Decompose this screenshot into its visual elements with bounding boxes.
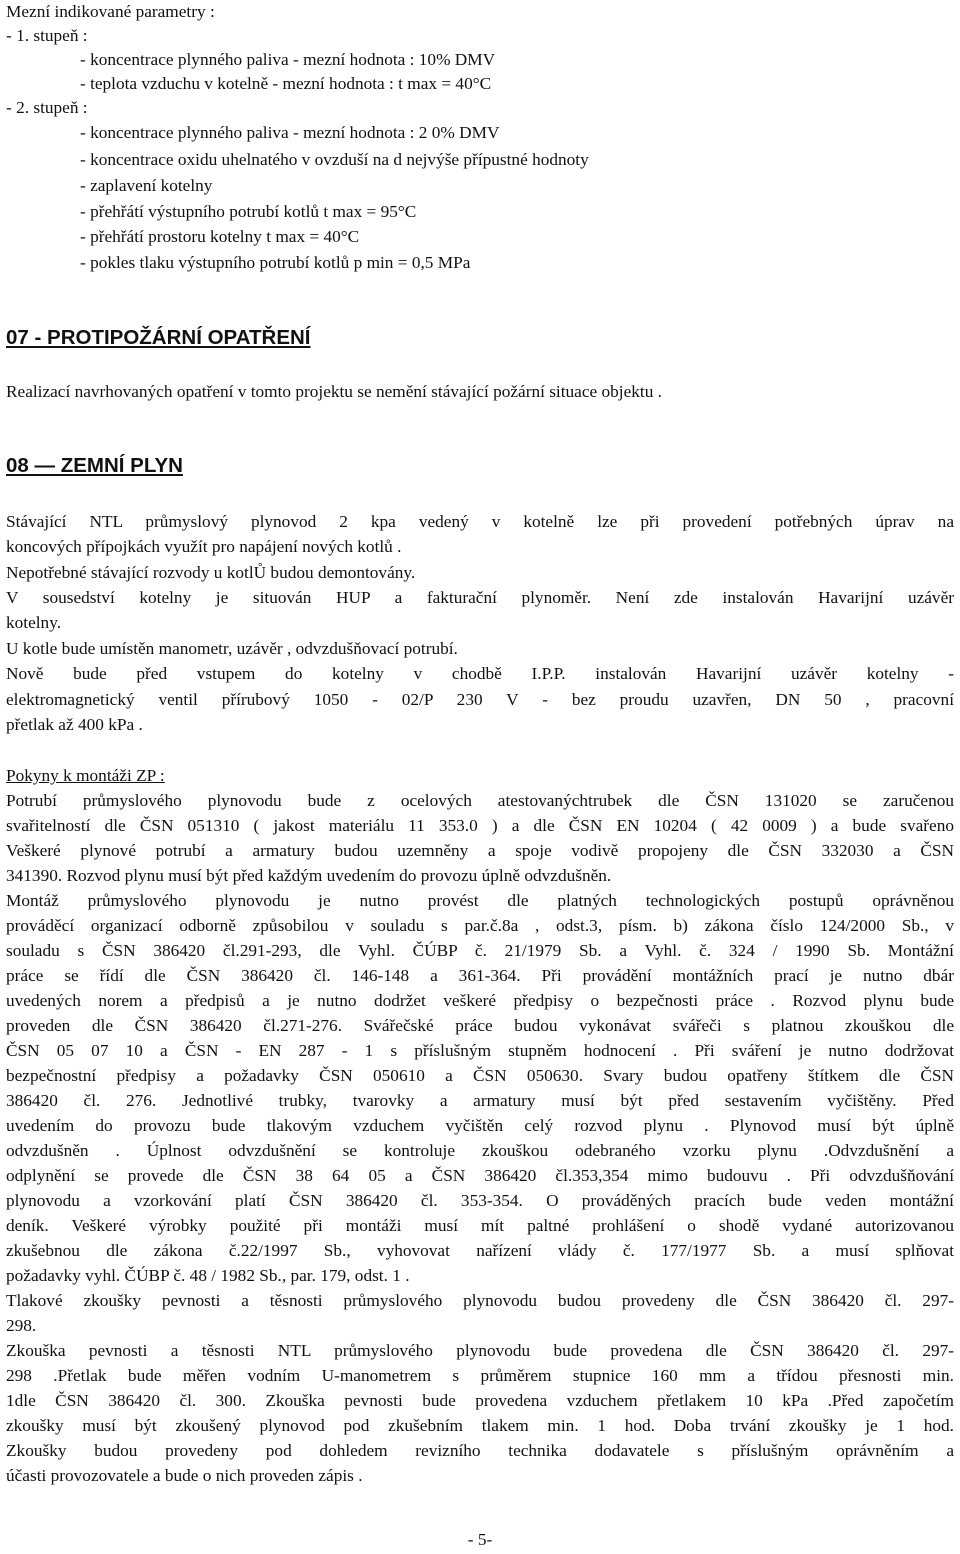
assembly-line: účasti provozovatele a bude o nich proveden zápis . — [6, 1466, 363, 1485]
stage1-label: - 1. stupeň : — [6, 26, 88, 45]
assembly-line: plynovodu a vzorkování platí ČSN 386420 čl. 353-354. O prováděných pracích bude veden montážní — [6, 1191, 954, 1210]
page-number: - 5- — [467, 1530, 493, 1549]
section-08-line: Nepotřebné stávající rozvody u kotlŮ budou demontovány. — [6, 563, 416, 582]
assembly-line: zkoušky musí být zkoušený plynovod pod zkušebním tlakem min. 1 hod. Doba trvání zkoušky je 1 hod. — [6, 1416, 954, 1435]
assembly-line: 298 .Přetlak bude měřen vodním U-manometrem s průměrem stupnice 160 mm a třídou přesnosti min. — [6, 1366, 954, 1385]
params-title: Mezní indikované parametry : — [6, 2, 215, 21]
assembly-line: 298. — [6, 1316, 37, 1335]
assembly-line: uvedených norem a předpisů a je nutno dodržet veškeré předpisy o bezpečnosti práce . Rozvod plynu bude — [6, 991, 954, 1010]
assembly-line: Zkouška pevnosti a těsnosti NTL průmyslového plynovodu bude provedena dle ČSN 386420 čl. 297- — [6, 1341, 954, 1360]
stage2-item: - pokles tlaku výstupního potrubí kotlů p min = 0,5 MPa — [80, 253, 471, 272]
section-08-line: kotelny. — [6, 613, 62, 632]
assembly-line: Veškeré plynové potrubí a armatury budou uzemněny a spoje vodivě propojeny dle ČSN 332030 a ČSN — [6, 841, 954, 860]
assembly-line: práce se řídí dle ČSN 386420 čl. 146-148 a 361-364. Při provádění montážních prací je nutno dbár — [6, 966, 954, 985]
assembly-line: bezpečnostní předpisy a požadavky ČSN 050610 a ČSN 050630. Svary budou opatřeny štítkem dle ČSN — [6, 1066, 954, 1085]
assembly-line: 386420 čl. 276. Jednotlivé trubky, tvarovky a armatury musí být před sestavením vyčištěny. Před — [6, 1091, 954, 1110]
assembly-line: Potrubí průmyslového plynovodu bude z ocelových atestovanýchtrubek dle ČSN 131020 se zaručenou — [6, 791, 954, 810]
stage1-item: - koncentrace plynného paliva - mezní hodnota : 10% DMV — [80, 50, 496, 69]
assembly-line: Tlakové zkoušky pevnosti a těsnosti průmyslového plynovodu budou provedeny dle ČSN 386420 čl. 297- — [6, 1291, 954, 1310]
stage2-item: - přehřátí výstupního potrubí kotlů t max = 95°C — [80, 202, 417, 221]
section-08-line: Nově bude před vstupem do kotelny v chodbě I.P.P. instalován Havarijní uzávěr kotelny - — [6, 664, 954, 683]
stage2-label: - 2. stupeň : — [6, 98, 88, 117]
assembly-line: zkušebnou dle zákona č.22/1997 Sb., vyhovovat nařízení vlády č. 177/1977 Sb. a musí splňovat — [6, 1241, 954, 1260]
assembly-line: 1dle ČSN 386420 čl. 300. Zkouška pevnosti bude provedena vzduchem přetlakem 10 kPa .Před započetím — [6, 1391, 954, 1410]
section-08-line: V sousedství kotelny je situován HUP a fakturační plynoměr. Není zde instalován Havarijní uzávěr — [6, 588, 954, 607]
assembly-line: svařitelností dle ČSN 051310 ( jakost materiálu 11 353.0 ) a dle ČSN EN 10204 ( 42 0009 ) a bude svařeno — [6, 816, 954, 835]
assembly-line: proveden dle ČSN 386420 čl.271-276. Svářečské práce budou vykonávat svářeči s platnou zkouškou dle — [6, 1016, 954, 1035]
assembly-line: ČSN 05 07 10 a ČSN - EN 287 - 1 s příslušným stupněm hodnocení . Při sváření je nutno dodržovat — [6, 1041, 954, 1060]
section-08-heading: 08 — ZEMNÍ PLYN — [6, 454, 183, 477]
assembly-line: 341390. Rozvod plynu musí být před každým uvedením do provozu úplně odvzdušněn. — [6, 866, 612, 885]
assembly-line: odplynění se provede dle ČSN 38 64 05 a ČSN 386420 čl.353,354 mimo budouvu . Při odvzdušňování — [6, 1166, 954, 1185]
assembly-line: deník. Veškeré výrobky použité při montáži musí mít paltné prohlášení o shodě vydané autorizovanou — [6, 1216, 954, 1235]
section-08-line: Stávající NTL průmyslový plynovod 2 kpa vedený v kotelně lze při provedení potřebných úprav na — [6, 512, 954, 531]
assembly-line: Montáž průmyslového plynovodu je nutno provést dle platných technologických postupů oprávněnou — [6, 891, 954, 910]
stage2-item: - zaplavení kotelny — [80, 176, 213, 195]
section-08-line: U kotle bude umístěn manometr, uzávěr , odvzdušňovací potrubí. — [6, 639, 458, 658]
assembly-line: souladu s ČSN 386420 čl.291-293, dle Vyhl. ČÚBP č. 21/1979 Sb. a Vyhl. č. 324 / 1990 Sb. Montážní — [6, 941, 954, 960]
section-08-line: koncových přípojkách využít pro napájení nových kotlů . — [6, 537, 402, 556]
section-07-heading: 07 - PROTIPOŽÁRNÍ OPATŘENÍ — [6, 326, 311, 349]
assembly-line: uvedením do provozu bude tlakovým vzduchem vyčištěn celý rozvod plynu . Plynovod musí být úplně — [6, 1116, 954, 1135]
stage2-item: - přehřátí prostoru kotelny t max = 40°C — [80, 227, 360, 246]
assembly-line: požadavky vyhl. ČÚBP č. 48 / 1982 Sb., par. 179, odst. 1 . — [6, 1266, 410, 1285]
stage2-item: - koncentrace oxidu uhelnatého v ovzduší na d nejvýše přípustné hodnoty — [80, 150, 589, 169]
assembly-line: odvzdušněn . Úplnost odvzdušnění se kontroluje zkouškou odebraného vzorku plynu .Odvzdušnění a — [6, 1141, 954, 1160]
stage1-item: - teplota vzduchu v kotelně - mezní hodnota : t max = 40°C — [80, 74, 492, 93]
assembly-line: prováděcí organizací odborně způsobilou v souladu s par.č.8a , odst.3, písm. b) zákona číslo 124/2000 Sb., v — [6, 916, 954, 935]
assembly-heading: Pokyny k montáži ZP : — [6, 766, 165, 785]
section-08-line: přetlak až 400 kPa . — [6, 715, 143, 734]
stage2-item: - koncentrace plynného paliva - mezní hodnota : 2 0% DMV — [80, 123, 500, 142]
assembly-line: Zkoušky budou provedeny pod dohledem revizního technika dodavatele s příslušným oprávněním a — [6, 1441, 954, 1460]
section-07-text: Realizací navrhovaných opatření v tomto projektu se nemění stávající požární situace objektu . — [6, 382, 662, 401]
section-08-line: elektromagnetický ventil přírubový 1050 - 02/P 230 V - bez proudu uzavřen, DN 50 , pracovní — [6, 690, 954, 709]
